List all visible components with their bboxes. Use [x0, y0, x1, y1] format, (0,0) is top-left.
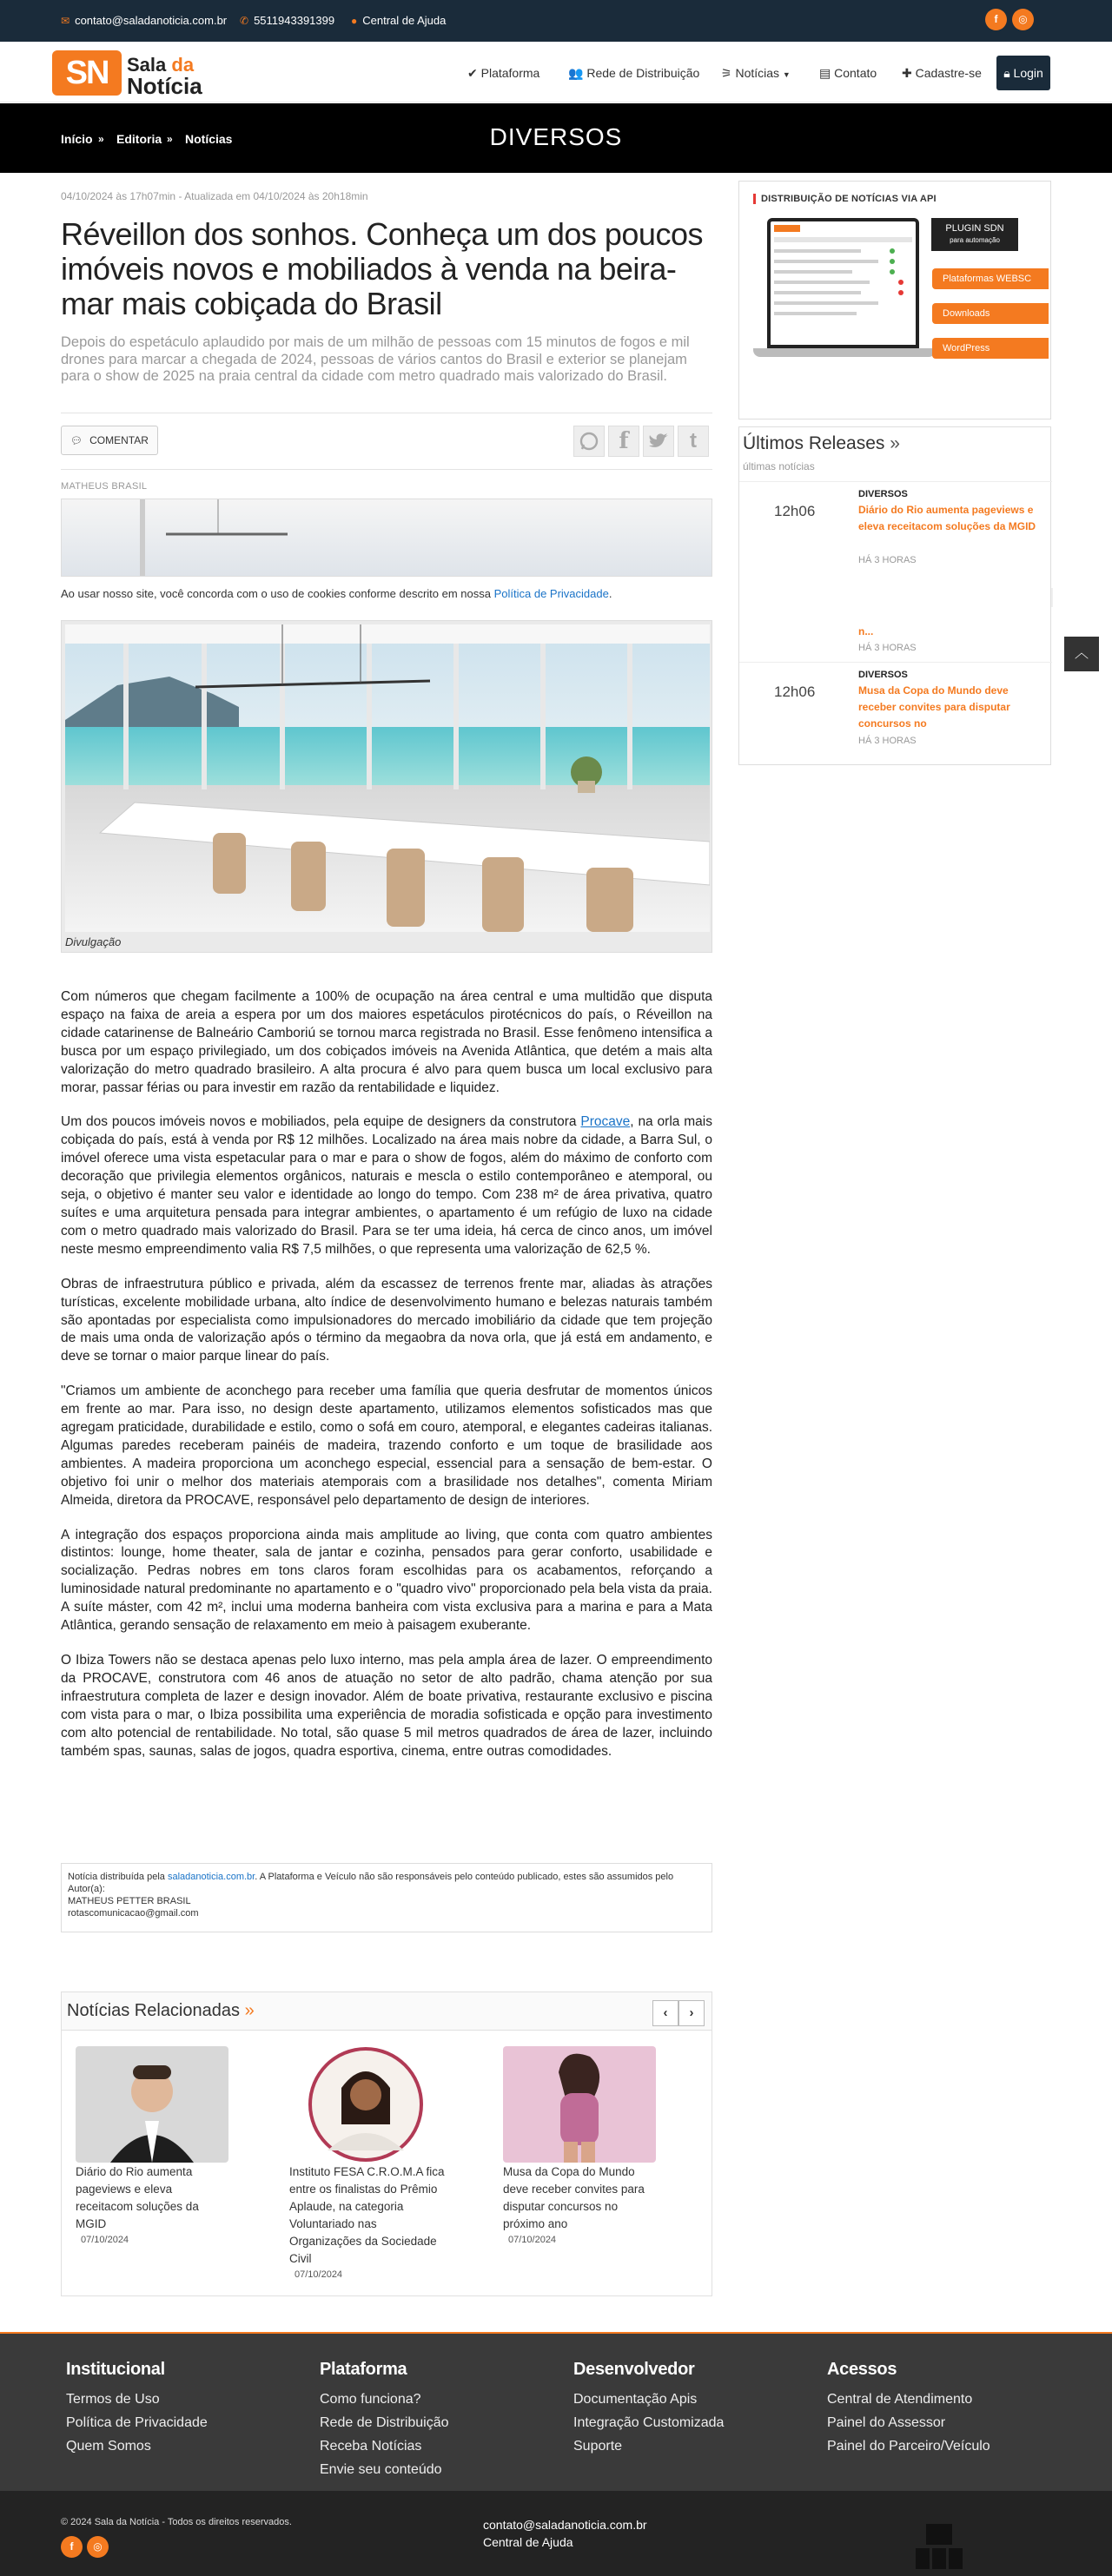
sdn-banner[interactable]: [738, 181, 1051, 419]
whatsapp-icon: ✆: [240, 14, 249, 27]
footer-help[interactable]: Central de Ajuda: [483, 2535, 573, 2549]
related-thumbnail: [289, 2046, 442, 2163]
article-image-top: [61, 499, 712, 577]
plugin-sdn-label: PLUGIN SDN para automação: [931, 218, 1018, 251]
lock-icon: 🔒︎: [1003, 66, 1010, 80]
sdn-platforms-button[interactable]: Plataformas WEBSC: [932, 268, 1049, 289]
footer-link[interactable]: Documentação Apis: [573, 2392, 698, 2407]
footer-col-title: Desenvolvedor: [573, 2360, 695, 2379]
footer-link[interactable]: Rede de Distribuição: [320, 2415, 449, 2430]
footer-link[interactable]: Envie seu conteúdo: [320, 2462, 442, 2477]
breadcrumb-inicio[interactable]: Início: [61, 132, 93, 146]
latest-releases-title: Últimos Releases »: [743, 433, 900, 453]
chevron-right-icon[interactable]: ›: [678, 2000, 705, 2026]
caret-down-icon: ▼: [782, 70, 791, 79]
article-meta: 04/10/2024 às 17h07min - Atualizada em 04/10/2024 às 20h18min: [61, 190, 368, 202]
paragraph: A integração dos espaços proporciona ainda mais amplitude ao living, que conta com quatro ambientes distintos: lounge, home theater, sala de jantar e cozinha, pensados para gerar conforto, usabilidade e socialização. Pedras nobres em tons claros foram escolhidas para os acabamentos, reforçando a luminosidade natural predominante no apartamento e o "quadro vivo" proporcionado pela bela vista da praia. A suíte máster, com 42 m², inclui uma moderna banheira com vista exclusiva para a marina e para a Mata Atlântica, gerando sensação de relaxamento em meio à paisagem exuberante.: [61, 1527, 712, 1634]
related-news: [61, 1991, 712, 2296]
contact-icon: ▤: [819, 66, 831, 80]
breadcrumb-noticias[interactable]: Notícias: [185, 132, 233, 146]
release-ago: HÁ 3 HORAS: [858, 643, 917, 653]
release-title: n...: [858, 625, 874, 637]
footer-col-institucional: [66, 2360, 208, 2458]
facebook-share-icon[interactable]: f: [608, 426, 639, 457]
footer-link[interactable]: Quem Somos: [66, 2439, 151, 2454]
facebook-icon[interactable]: f: [61, 2536, 83, 2558]
latest-releases: [738, 426, 1051, 765]
notice-email: rotascomunicacao@gmail.com: [68, 1908, 199, 1919]
comment-icon: 💬︎: [70, 435, 83, 446]
release-title: Diário do Rio aumenta pageviews e eleva receitacom soluções da MGID: [858, 504, 1036, 532]
release-time: 12h06: [774, 684, 816, 700]
related-card-date: 07/10/2024: [508, 2235, 557, 2245]
paragraph: O Ibiza Towers não se destaca apenas pelo luxo interno, mas pela ampla área de lazer. O empreendimento da PROCAVE, construtora com 46 anos de atuação no setor de alto padrão, chama atenção por sua infraestrutura completa de lazer e design inovador. Além de boate privativa, restaurante exclusivo e piscina com vista para o mar, o Ibiza possibilita uma experiência de moradia sofisticada e opção para investimento com alto potencial de rentabilidade. No total, são quase 5 mil metros quadrados de área de lazer, incluindo também spas, saunas, salas de jogos, quadra esportiva, cinema, entre outras comodidades.: [61, 1653, 712, 1759]
footer-email[interactable]: contato@saladanoticia.com.br: [483, 2518, 647, 2532]
related-card-title: Instituto FESA C.R.O.M.A fica entre os finalistas do Prêmio Aplaude, na categoria Voluntariado nas Organizações da Sociedade Civil: [289, 2165, 445, 2265]
footer-link[interactable]: Painel do Assessor: [827, 2415, 946, 2430]
cookie-text: Ao usar nosso site, você concorda com o uso de cookies conforme descrito em nossa Política de Privacidade.: [61, 587, 612, 600]
related-card-title: Diário do Rio aumenta pageviews e eleva receitacom soluções da MGID: [76, 2165, 199, 2230]
divider: [61, 469, 712, 470]
footer-link[interactable]: Receba Notícias: [320, 2439, 422, 2454]
whatsapp-share-icon[interactable]: [573, 426, 605, 457]
plus-icon: ✚: [902, 66, 912, 80]
tumblr-share-icon[interactable]: t: [678, 426, 709, 457]
paragraph: Com números que chegam facilmente a 100% de ocupação na área central e uma multidão que disputa espaço na faixa de areia a espera por um dos maiores espetáculos pirotécnicos do país, o Réveillon na cidade catarinense de Balneário Camboriú se tornou marca registrada no Brasil. Esse fenômeno intensifica a busca por um espaço privilegiado, um dos cobiçados imóveis na Avenida Atlântica, que detém a mais alta valorização do metro quadrado brasileiro. A alta procura é alvo para quem busca um local exclusivo para morar, passar férias ou para investir em razão da rentabilidade e liquidez.: [61, 989, 712, 1095]
main-navbar: [0, 42, 1112, 102]
article-title: Réveillon dos sonhos. Conheça um dos poucos imóveis novos e mobiliados à venda na beira-mar mais cobiçada do Brasil: [61, 216, 703, 321]
sdn-title: DISTRIBUIÇÃO DE NOTÍCIAS VIA API: [753, 194, 937, 204]
related-card[interactable]: [289, 2046, 446, 2280]
release-category: DIVERSOS: [858, 489, 908, 499]
article-photo-figure: [61, 620, 712, 953]
related-thumbnail: [503, 2046, 656, 2163]
release-time: 12h06: [774, 503, 816, 519]
footer-link[interactable]: Painel do Parceiro/Veículo: [827, 2439, 990, 2454]
nav-contato[interactable]: ▤ Contato: [819, 66, 877, 80]
footer-col-desenvolvedor: [573, 2360, 724, 2458]
top-bar: [0, 0, 1112, 42]
release-item[interactable]: [739, 624, 1052, 667]
distribution-notice: Notícia distribuída pela saladanoticia.com.br. A Plataforma e Veículo não são responsáveis pelo conteúdo publicado, estes são assumidos pelo Autor(a): MATHEUS PETTER BRASIL rotascomunicacao@gmail.com: [61, 1863, 712, 1932]
nav-plataforma[interactable]: ✔ Plataforma: [467, 66, 540, 80]
users-icon: 👥: [568, 66, 584, 80]
twitter-share-icon[interactable]: [643, 426, 674, 457]
footer-link[interactable]: Suporte: [573, 2439, 623, 2454]
release-title: Musa da Copa do Mundo deve receber convites para disputar concursos no: [858, 684, 1010, 730]
topbar-email[interactable]: [61, 14, 227, 27]
instagram-icon[interactable]: ◎: [1012, 9, 1034, 30]
rss-icon: ⚞: [721, 66, 732, 80]
breadcrumb-separator-icon: »: [98, 133, 104, 145]
footer-link[interactable]: Como funciona?: [320, 2392, 421, 2407]
paragraph: Um dos poucos imóveis novos e mobiliados, pela equipe de designers da construtora Procave, na orla mais cobiçada do país, está à venda por R$ 12 milhões. Localizado na área mais nobre da cidade, a Barra Sul, o imóvel oferece uma vista espetacular para o mar e para o show de fogos, além do máximo de conforto com decoração que privilegia elementos orgânicos, naturais e mescla o estilo contemporâneo e atemporal, ou seja, o objetivo é manter seu valor e identidade ao longo do tempo. Com 238 m² de área privativa, quatro suítes e uma arquitetura pensada para integrar ambientes, o apartamento é um refúgio de luxo na cidade com o metro quadrado mais valorizado do Brasil. Para se ter uma ideia, há cerca de cinco anos, um imóvel neste mesmo empreendimento valia R$ 7,5 milhões, o que representa uma valorização de 62,5 %.: [61, 1114, 712, 1257]
related-title: Notícias Relacionadas »: [67, 2001, 255, 2020]
logo-mark: SN: [52, 50, 122, 96]
breadcrumb-separator-icon: »: [167, 133, 173, 145]
footer-link[interactable]: Central de Atendimento: [827, 2392, 973, 2407]
facebook-icon[interactable]: f: [985, 9, 1007, 30]
footer-link[interactable]: Política de Privacidade: [66, 2415, 208, 2430]
logo-text-line2: Notícia: [127, 73, 202, 99]
release-item[interactable]: [739, 481, 1052, 577]
release-ago: HÁ 3 HORAS: [858, 736, 917, 746]
related-card-title: Musa da Copa do Mundo deve receber convites para disputar concursos no próximo ano: [503, 2165, 645, 2230]
sdn-downloads-button[interactable]: Downloads: [932, 303, 1049, 324]
nav-noticias[interactable]: ⚞ Notícias ▼: [721, 66, 791, 80]
copyright: © 2024 Sala da Notícia - Todos os direitos reservados.: [61, 2517, 292, 2527]
sdn-wordpress-button[interactable]: WordPress: [932, 338, 1049, 359]
chevron-up-icon: ︿: [1074, 646, 1089, 661]
paragraph: "Criamos um ambiente de aconchego para receber uma família que queria desfrutar de momentos únicos em frente ao mar. Para isso, no design deste apartamento, utilizamos elementos sofisticados mas que agregam praticidade, durabilidade e estilo, como o sofá em couro, atemporal, e elegantes cadeiras italianas. Algumas paredes receberam painéis de madeira, trazendo conforto e um toque de brasilidade aos ambientes. A madeira proporciona um aconchego especial, essencial para a sensação de bem-estar. O objetivo foi unir o melhor dos materiais atemporais com a brasilidade nos detalhes", comenta Miriam Almeida, diretora da PROCAVE, responsável pelo departamento de design de interiores.: [61, 1384, 712, 1508]
footer: [0, 2332, 1112, 2491]
lamp-illustration: [62, 499, 712, 576]
related-header: [62, 1992, 712, 2031]
nav-cadastre[interactable]: ✚ Cadastre-se: [902, 66, 982, 80]
topbar-email-text: contato@saladanoticia.com.br: [75, 14, 228, 27]
breadcrumb-editoria[interactable]: Editoria: [116, 132, 162, 146]
instagram-icon[interactable]: ◎: [87, 2536, 109, 2558]
section-band: [0, 103, 1112, 173]
article-lead: Depois do espetáculo aplaudido por mais de um milhão de pessoas com 15 minutos de fogos e mil drones para marcar a chegada de 2024, pessoas de vários cantos do Brasil e exterior se planejam para o show de 2025 na praia central da cidade com metro quadrado mais valorizado do Brasil.: [61, 334, 690, 384]
release-category: DIVERSOS: [858, 670, 908, 680]
laptop-illustration: [767, 218, 919, 348]
logo-text-line1: Sala da: [127, 54, 195, 76]
release-ago: HÁ 3 HORAS: [858, 555, 917, 565]
footer-col-title: Plataforma: [320, 2360, 407, 2379]
topbar-help-text: Central de Ajuda: [362, 14, 447, 27]
notice-author: MATHEUS PETTER BRASIL: [68, 1896, 191, 1906]
envelope-icon: ✉: [61, 14, 70, 27]
chat-icon: ●: [351, 14, 358, 27]
footer-col-title: Acessos: [827, 2360, 897, 2379]
notice-site-link[interactable]: saladanoticia.com.br: [167, 1872, 255, 1882]
topbar-phone[interactable]: [240, 14, 334, 27]
footer-link[interactable]: Termos de Uso: [66, 2392, 160, 2407]
comment-button[interactable]: 💬︎ COMENTAR: [61, 426, 158, 455]
related-card-date: 07/10/2024: [81, 2235, 129, 2245]
release-item[interactable]: [739, 662, 1052, 757]
procave-link[interactable]: Procave: [580, 1114, 631, 1130]
footer-bottom: [0, 2491, 1112, 2576]
login-button[interactable]: 🔒︎ Login: [996, 56, 1050, 90]
scroll-to-top-button[interactable]: [1064, 637, 1099, 671]
check-icon: ✔: [467, 66, 478, 80]
related-card-date: 07/10/2024: [295, 2269, 343, 2280]
footer-col-plataforma: [320, 2360, 449, 2481]
related-thumbnail: [76, 2046, 228, 2163]
footer-col-title: Institucional: [66, 2360, 165, 2379]
footer-contact: [483, 2516, 647, 2551]
paragraph: Obras de infraestrutura público e privada, além da escassez de terrenos frente mar, aliadas às atrações turísticas, excelente mobilidade urbana, alto índice de desenvolvimento humano e belezas naturais também são apontadas por especialista como impulsionadores do mercado imobiliário da cidade que tem projeção de mais uma onda de valorização após o término da megaobra da nova orla, que já está em andamento, e deve se tornar o maior parque linear do país.: [61, 1276, 712, 1364]
article-photo: [65, 624, 710, 932]
related-card[interactable]: [76, 2046, 232, 2245]
article-body: [61, 988, 712, 1777]
photo-caption: Divulgação: [65, 935, 122, 948]
article-author: MATHEUS BRASIL: [61, 481, 148, 492]
apps-grid-icon[interactable]: [916, 2524, 963, 2569]
section-title: DIVERSOS: [489, 123, 623, 150]
latest-releases-subtitle: últimas notícias: [743, 460, 815, 472]
related-card[interactable]: [503, 2046, 659, 2245]
nav-rede[interactable]: 👥 Rede de Distribuição: [568, 66, 700, 80]
topbar-phone-text: 5511943391399: [254, 14, 335, 27]
laptop-base: [753, 348, 936, 357]
topbar-help[interactable]: [351, 14, 446, 27]
site-logo[interactable]: [52, 49, 208, 97]
privacy-policy-link[interactable]: Política de Privacidade: [493, 587, 609, 600]
footer-col-acessos: [827, 2360, 990, 2458]
chevron-left-icon[interactable]: ‹: [652, 2000, 678, 2026]
footer-link[interactable]: Integração Customizada: [573, 2415, 725, 2430]
